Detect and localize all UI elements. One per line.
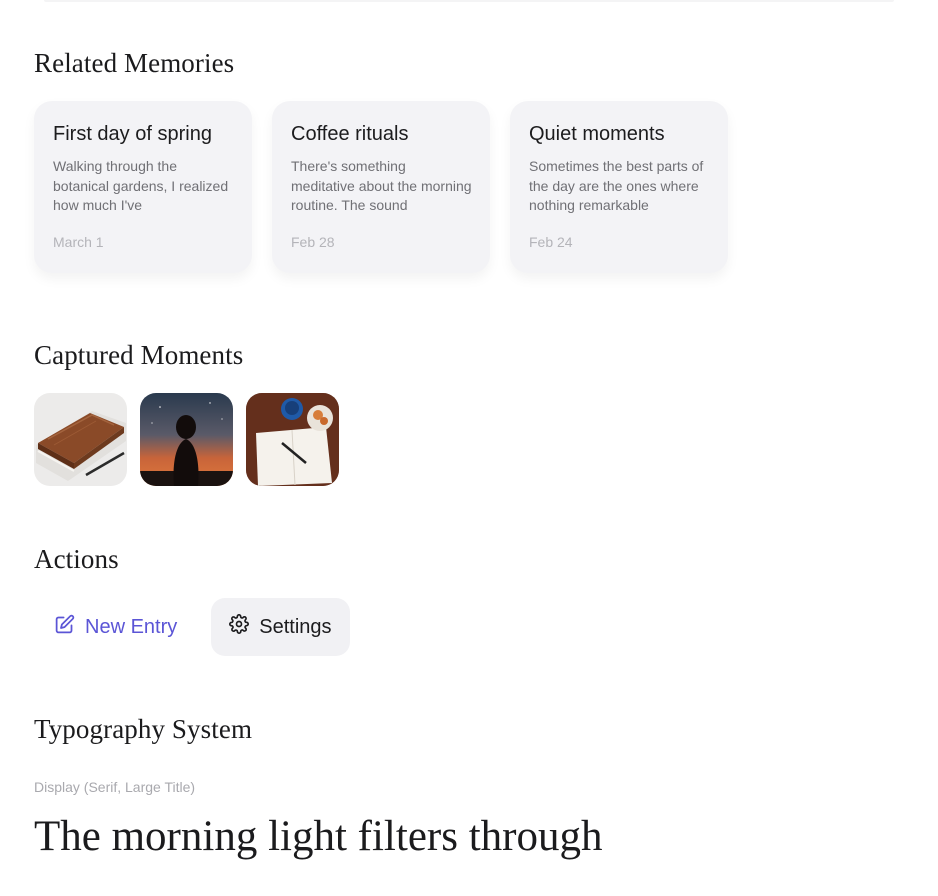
new-entry-button[interactable] — [34, 598, 197, 656]
memory-card-date: Feb 28 — [291, 234, 335, 250]
memory-card-excerpt: Walking through the botanical gardens, I realized how much I've — [53, 158, 229, 213]
notebook-coffee-photo[interactable] — [246, 393, 339, 486]
settings-button[interactable] — [211, 598, 349, 656]
memory-card-title: Quiet moments — [529, 123, 665, 145]
memory-card-date: March 1 — [53, 234, 104, 250]
actions-row — [34, 598, 350, 656]
edit-icon — [54, 614, 75, 641]
actions-heading: Actions — [34, 544, 119, 574]
related-memories-list — [34, 101, 728, 273]
memory-card[interactable] — [510, 101, 728, 273]
captured-moments-gallery — [34, 393, 339, 486]
memory-card-title: First day of spring — [53, 123, 212, 145]
display-sample-text: The morning light filters through — [34, 813, 603, 860]
memory-card[interactable] — [34, 101, 252, 273]
captured-moments-heading: Captured Moments — [34, 340, 244, 370]
new-entry-label: New Entry — [85, 615, 178, 638]
memory-card-excerpt: There's something meditative about the morning routine. The sound — [291, 158, 472, 213]
memory-card[interactable] — [272, 101, 490, 273]
display-style-label: Display (Serif, Large Title) — [34, 779, 196, 795]
memory-card-excerpt: Sometimes the best parts of the day are the ones where nothing remarkable — [529, 158, 704, 213]
gear-icon — [229, 614, 249, 640]
typography-heading: Typography System — [34, 714, 253, 744]
sunset-silhouette-photo[interactable] — [140, 393, 233, 486]
related-memories-heading: Related Memories — [34, 48, 235, 78]
leather-journal-photo[interactable] — [34, 393, 127, 486]
memory-card-date: Feb 24 — [529, 234, 573, 250]
memory-card-title: Coffee rituals — [291, 123, 409, 145]
settings-label: Settings — [259, 615, 332, 638]
top-divider — [44, 0, 894, 2]
